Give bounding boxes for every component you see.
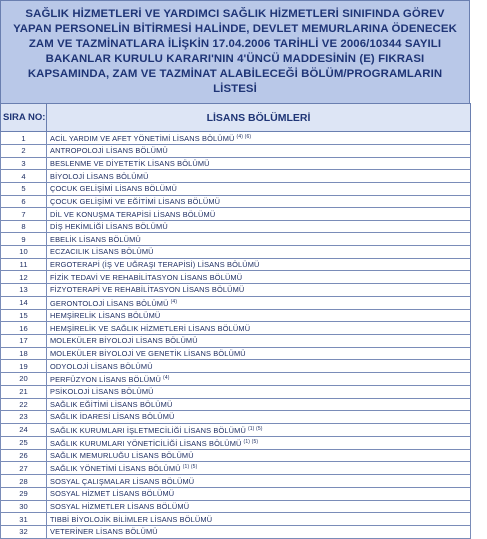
- row-number: 9: [1, 233, 47, 246]
- row-number: 29: [1, 488, 47, 501]
- program-name: EBELİK LİSANS BÖLÜMÜ: [50, 234, 141, 244]
- table-row: [1, 322, 471, 335]
- program-name: ACİL YARDIM VE AFET YÖNETİMİ LİSANS BÖLÜMÜ: [50, 134, 235, 143]
- program-name: SOSYAL HİZMET LİSANS BÖLÜMÜ: [50, 489, 175, 499]
- table-row: [1, 334, 471, 347]
- footnote-marker: (1) (5): [247, 425, 263, 432]
- table-row: [1, 475, 471, 488]
- row-program-cell: [47, 132, 471, 145]
- table-row: [1, 436, 471, 449]
- program-name: GERONTOLOJİ LİSANS BÖLÜMÜ: [50, 298, 169, 308]
- table-row: [1, 462, 471, 475]
- row-program-cell: [47, 372, 471, 385]
- row-number: 10: [1, 246, 47, 259]
- row-number: 1: [1, 132, 47, 145]
- program-name: SOSYAL ÇALIŞMALAR LİSANS BÖLÜMÜ: [50, 476, 195, 486]
- program-name: SAĞLIK KURUMLARI YÖNETİCİLİĞİ LİSANS BÖLÜMÜ: [50, 438, 242, 448]
- footnote-marker: (4): [163, 374, 170, 381]
- table-row: [1, 157, 471, 170]
- program-name: PERFÜZYON LİSANS BÖLÜMÜ: [50, 374, 162, 384]
- row-number: 26: [1, 449, 47, 462]
- table-row: [1, 500, 471, 513]
- program-name: SAĞLIK KURUMLARI İŞLETMECİLİĞİ LİSANS BÖLÜMÜ: [50, 425, 246, 435]
- footnote-marker: (1) (5): [243, 438, 259, 445]
- table-row: [1, 347, 471, 360]
- program-name: DİL VE KONUŞMA TERAPİSİ LİSANS BÖLÜMÜ: [50, 209, 216, 219]
- row-program-cell: [47, 157, 471, 170]
- page-margin: [471, 0, 487, 531]
- document-title: SAĞLIK HİZMETLERİ VE YARDIMCI SAĞLIK HİZMETLERİ SINIFINDA GÖREV YAPAN PERSONELİN BİTİRMESİ HALİNDE, DEVLET MEMURLARINA ÖDENECEK ZAM VE TAZMİNATLARA İLİŞKİN 17.04.2006 TARİHLİ VE 2006/10344 SAYILI BAKANLAR KURULU KARARI'NIN 4'ÜNCÜ MADDESİNİN (E) FIKRASI KAPSAMINDA, ZAM VE TAZMİNAT ALABİLECEĞİ BÖLÜM/PROGRAMLARIN LİSTESİ: [13, 8, 457, 95]
- row-number: 11: [1, 258, 47, 271]
- program-name: ERGOTERAPİ (İŞ VE UĞRAŞI TERAPİSİ) LİSANS BÖLÜMÜ: [50, 260, 260, 270]
- program-name: VETERİNER LİSANS BÖLÜMÜ: [50, 527, 158, 537]
- table-row: [1, 220, 471, 233]
- program-name: FİZİK TEDAVİ VE REHABİLİTASYON LİSANS BÖLÜMÜ: [50, 272, 243, 282]
- row-number: 28: [1, 475, 47, 488]
- row-program-cell: [47, 271, 471, 284]
- table-row: [1, 233, 471, 246]
- row-number: 31: [1, 513, 47, 526]
- program-name: TIBBİ BİYOLOJİK BİLİMLER LİSANS BÖLÜMÜ: [50, 514, 213, 524]
- footnote-marker: (4) (6): [236, 134, 252, 140]
- program-name: MOLEKÜLER BİYOLOJİ VE GENETİK LİSANS BÖLÜMÜ: [50, 348, 246, 358]
- table-row: [1, 513, 471, 526]
- row-program-cell: [47, 436, 471, 449]
- table-body: [1, 132, 471, 539]
- row-program-cell: [47, 449, 471, 462]
- table-row: [1, 145, 471, 158]
- row-program-cell: [47, 488, 471, 501]
- program-name: HEMŞİRELİK VE SAĞLIK HİZMETLERİ LİSANS BÖLÜMÜ: [50, 323, 251, 333]
- row-number: 18: [1, 347, 47, 360]
- row-program-cell: [47, 322, 471, 335]
- column-header-number: SIRA NO:: [1, 104, 47, 132]
- row-number: 32: [1, 526, 47, 539]
- table-row: [1, 170, 471, 183]
- row-program-cell: [47, 296, 471, 309]
- row-program-cell: [47, 233, 471, 246]
- table-row: [1, 411, 471, 424]
- row-number: 12: [1, 271, 47, 284]
- row-program-cell: [47, 423, 471, 436]
- table-row: [1, 195, 471, 208]
- table-row: [1, 271, 471, 284]
- program-name: ANTROPOLOJİ LİSANS BÖLÜMÜ: [50, 146, 168, 156]
- row-number: 7: [1, 208, 47, 221]
- table-row: [1, 449, 471, 462]
- row-program-cell: [47, 258, 471, 271]
- table-row: [1, 258, 471, 271]
- row-program-cell: [47, 398, 471, 411]
- row-number: 16: [1, 322, 47, 335]
- program-name: BİYOLOJİ LİSANS BÖLÜMÜ: [50, 171, 149, 181]
- table-row: [1, 423, 471, 436]
- program-name: MOLEKÜLER BİYOLOJİ LİSANS BÖLÜMÜ: [50, 336, 198, 346]
- row-number: 27: [1, 462, 47, 475]
- row-program-cell: [47, 284, 471, 297]
- table-row: [1, 182, 471, 195]
- row-number: 24: [1, 423, 47, 436]
- programs-table: [0, 103, 471, 539]
- table-row: [1, 309, 471, 322]
- program-name: ÇOCUK GELİŞİMİ LİSANS BÖLÜMÜ: [50, 184, 177, 194]
- table-row: [1, 488, 471, 501]
- footnote-marker: (4): [170, 298, 178, 305]
- row-number: 25: [1, 436, 47, 449]
- row-program-cell: [47, 246, 471, 259]
- row-number: 8: [1, 220, 47, 233]
- column-header-name: LİSANS BÖLÜMLERİ: [47, 104, 471, 132]
- row-program-cell: [47, 182, 471, 195]
- table-row: [1, 526, 471, 539]
- row-program-cell: [47, 526, 471, 539]
- row-program-cell: [47, 334, 471, 347]
- table-row: [1, 398, 471, 411]
- program-name: DİŞ HEKİMLİĞİ LİSANS BÖLÜMÜ: [50, 222, 168, 232]
- table-row: [1, 208, 471, 221]
- row-program-cell: [47, 195, 471, 208]
- row-number: 22: [1, 398, 47, 411]
- row-program-cell: [47, 411, 471, 424]
- program-name: BESLENME VE DİYETETİK LİSANS BÖLÜMÜ: [50, 158, 210, 168]
- row-number: 21: [1, 385, 47, 398]
- table-row: [1, 132, 471, 145]
- table-row: [1, 246, 471, 259]
- program-name: SAĞLIK EĞİTİMİ LİSANS BÖLÜMÜ: [50, 399, 173, 409]
- program-name: FİZYOTERAPİ VE REHABİLİTASYON LİSANS BÖLÜMÜ: [50, 285, 245, 295]
- row-number: 20: [1, 372, 47, 385]
- table-header-row: [1, 104, 471, 132]
- row-program-cell: [47, 309, 471, 322]
- row-program-cell: [47, 220, 471, 233]
- row-program-cell: [47, 208, 471, 221]
- row-number: 5: [1, 182, 47, 195]
- row-program-cell: [47, 462, 471, 475]
- program-name: SAĞLIK YÖNETİMİ LİSANS BÖLÜMÜ: [50, 464, 181, 474]
- row-number: 19: [1, 360, 47, 373]
- program-name: ECZACILIK LİSANS BÖLÜMÜ: [50, 247, 154, 257]
- row-number: 14: [1, 296, 47, 309]
- table-row: [1, 360, 471, 373]
- program-name: HEMŞİRELİK LİSANS BÖLÜMÜ: [50, 311, 161, 320]
- program-name: ODYOLOJİ LİSANS BÖLÜMÜ: [50, 361, 153, 371]
- row-program-cell: [47, 500, 471, 513]
- footnote-marker: (1) (5): [182, 464, 198, 471]
- table-row: [1, 385, 471, 398]
- program-name: PSİKOLOJİ LİSANS BÖLÜMÜ: [50, 387, 154, 397]
- program-name: SAĞLIK İDARESİ LİSANS BÖLÜMÜ: [50, 412, 175, 422]
- table-row: [1, 284, 471, 297]
- row-number: 30: [1, 500, 47, 513]
- row-number: 2: [1, 145, 47, 158]
- row-program-cell: [47, 170, 471, 183]
- row-number: 3: [1, 157, 47, 170]
- program-name: SOSYAL HİZMETLER LİSANS BÖLÜMÜ: [50, 502, 190, 512]
- table-row: [1, 372, 471, 385]
- row-program-cell: [47, 385, 471, 398]
- row-program-cell: [47, 347, 471, 360]
- row-program-cell: [47, 145, 471, 158]
- row-number: 13: [1, 284, 47, 297]
- row-number: 6: [1, 195, 47, 208]
- row-program-cell: [47, 475, 471, 488]
- document-header: [0, 0, 470, 104]
- program-name: ÇOCUK GELİŞİMİ VE EĞİTİMİ LİSANS BÖLÜMÜ: [50, 196, 221, 206]
- row-number: 23: [1, 411, 47, 424]
- row-number: 4: [1, 170, 47, 183]
- row-program-cell: [47, 513, 471, 526]
- program-name: SAĞLIK MEMURLUĞU LİSANS BÖLÜMÜ: [50, 451, 194, 461]
- table-row: [1, 296, 471, 309]
- row-number: 15: [1, 309, 47, 322]
- row-number: 17: [1, 334, 47, 347]
- row-program-cell: [47, 360, 471, 373]
